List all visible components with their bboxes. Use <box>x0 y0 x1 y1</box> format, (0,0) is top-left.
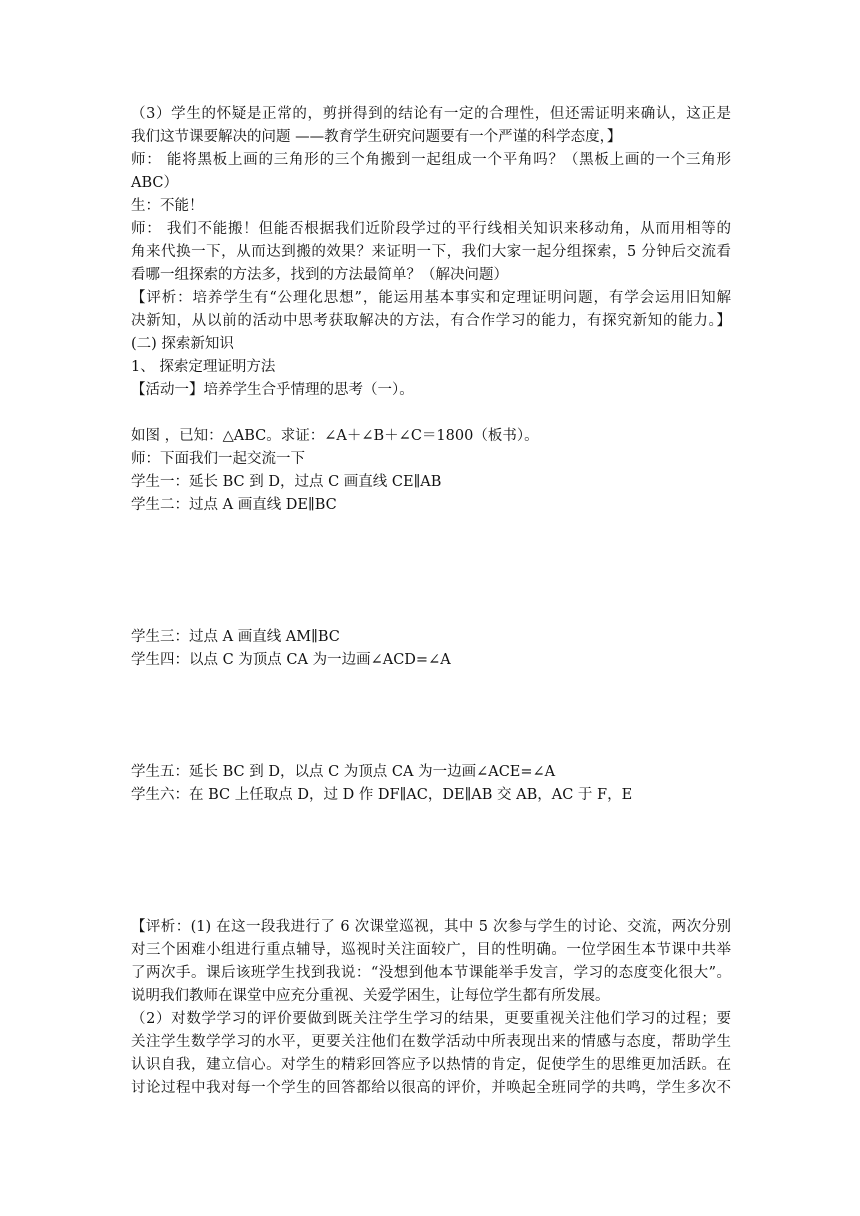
activity-heading: 【活动一】培养学生合乎情理的思考（一）。 <box>131 382 414 398</box>
text-line: 关注学生数学学习的水平，更要关注他们在数学活动中所表现出来的情感与态度，帮助学生 <box>131 1034 731 1050</box>
text-line: 讨论过程中我对每一个学生的回答都给以很高的评价，并唤起全班同学的共鸣，学生多次不 <box>131 1080 731 1096</box>
text-line: 学生四：以点 C 为顶点 CA 为一边画∠ACD=∠A <box>131 652 451 668</box>
text-line: 说明我们教师在课堂中应充分重视、关爱学困生，让每位学生都有所发展。 <box>131 988 610 1004</box>
text-line: 学生一：延长 BC 到 D，过点 C 画直线 CE∥AB <box>131 474 442 490</box>
text-line: 学生六：在 BC 上任取点 D，过 D 作 DF∥AC，DE∥AB 交 AB，AC 于 F，E <box>131 787 633 803</box>
text-line: 学生三：过点 A 画直线 AM∥BC <box>131 629 340 645</box>
section-heading: (二) 探索新知识 <box>131 336 234 352</box>
text-line: 角来代换一下，从而达到搬的效果？来证明一下，我们大家一起分组探索，5 分钟后交流看 <box>131 244 731 260</box>
text-line: （2）对数学学习的评价要做到既关注学生学习的结果，更要重视关注他们学习的过程；要 <box>131 1011 731 1027</box>
text-line: 如图 ，已知：△ABC。求证：∠A＋∠B＋∠C＝1800（板书）。 <box>131 428 539 444</box>
text-line: 【评析：(1) 在这一段我进行了 6 次课堂巡视，其中 5 次参与学生的讨论、交流，两次分别 <box>131 919 731 935</box>
text-line: 了两次手。课后该班学生找到我说：“没想到他本节课能举手发言，学习的态度变化很大”。 <box>131 965 731 981</box>
text-line: 决新知，从以前的活动中思考获取解决的方法，有合作学习的能力，有探究新知的能力。】 <box>131 313 731 329</box>
text-line: （3）学生的怀疑是正常的，剪拼得到的结论有一定的合理性，但还需证明来确认，这正是 <box>131 106 731 122</box>
text-line: 看哪一组探索的方法多，找到的方法最简单？（解决问题） <box>131 267 508 283</box>
text-line: 学生五：延长 BC 到 D，以点 C 为顶点 CA 为一边画∠ACE=∠A <box>131 764 556 780</box>
text-line: 师：下面我们一起交流一下 <box>131 451 305 467</box>
text-line: 【评析：培养学生有“公理化思想”，能运用基本事实和定理证明问题，有学会运用旧知解 <box>131 290 731 306</box>
text-line: 生：不能！ <box>131 198 204 214</box>
text-line: 对三个困难小组进行重点辅导，巡视时关注面较广，目的性明确。一位学困生本节课中共举 <box>131 942 731 958</box>
text-line: ABC） <box>131 175 178 191</box>
text-line: 师： 我们不能搬！但能否根据我们近阶段学过的平行线相关知识来移动角，从而用相等的 <box>131 221 731 237</box>
text-line: 我们这节课要解决的问题 ——教育学生研究问题要有一个严谨的科学态度，】 <box>131 129 622 145</box>
text-line: 认识自我，建立信心。对学生的精彩回答应予以热情的肯定，促使学生的思维更加活跃。在 <box>131 1057 731 1073</box>
text-line: 师： 能将黑板上画的三角形的三个角搬到一起组成一个平角吗？（黑板上画的一个三角形 <box>131 152 731 168</box>
section-subheading: 1、 探索定理证明方法 <box>131 359 276 375</box>
text-line: 学生二：过点 A 画直线 DE∥BC <box>131 497 337 513</box>
